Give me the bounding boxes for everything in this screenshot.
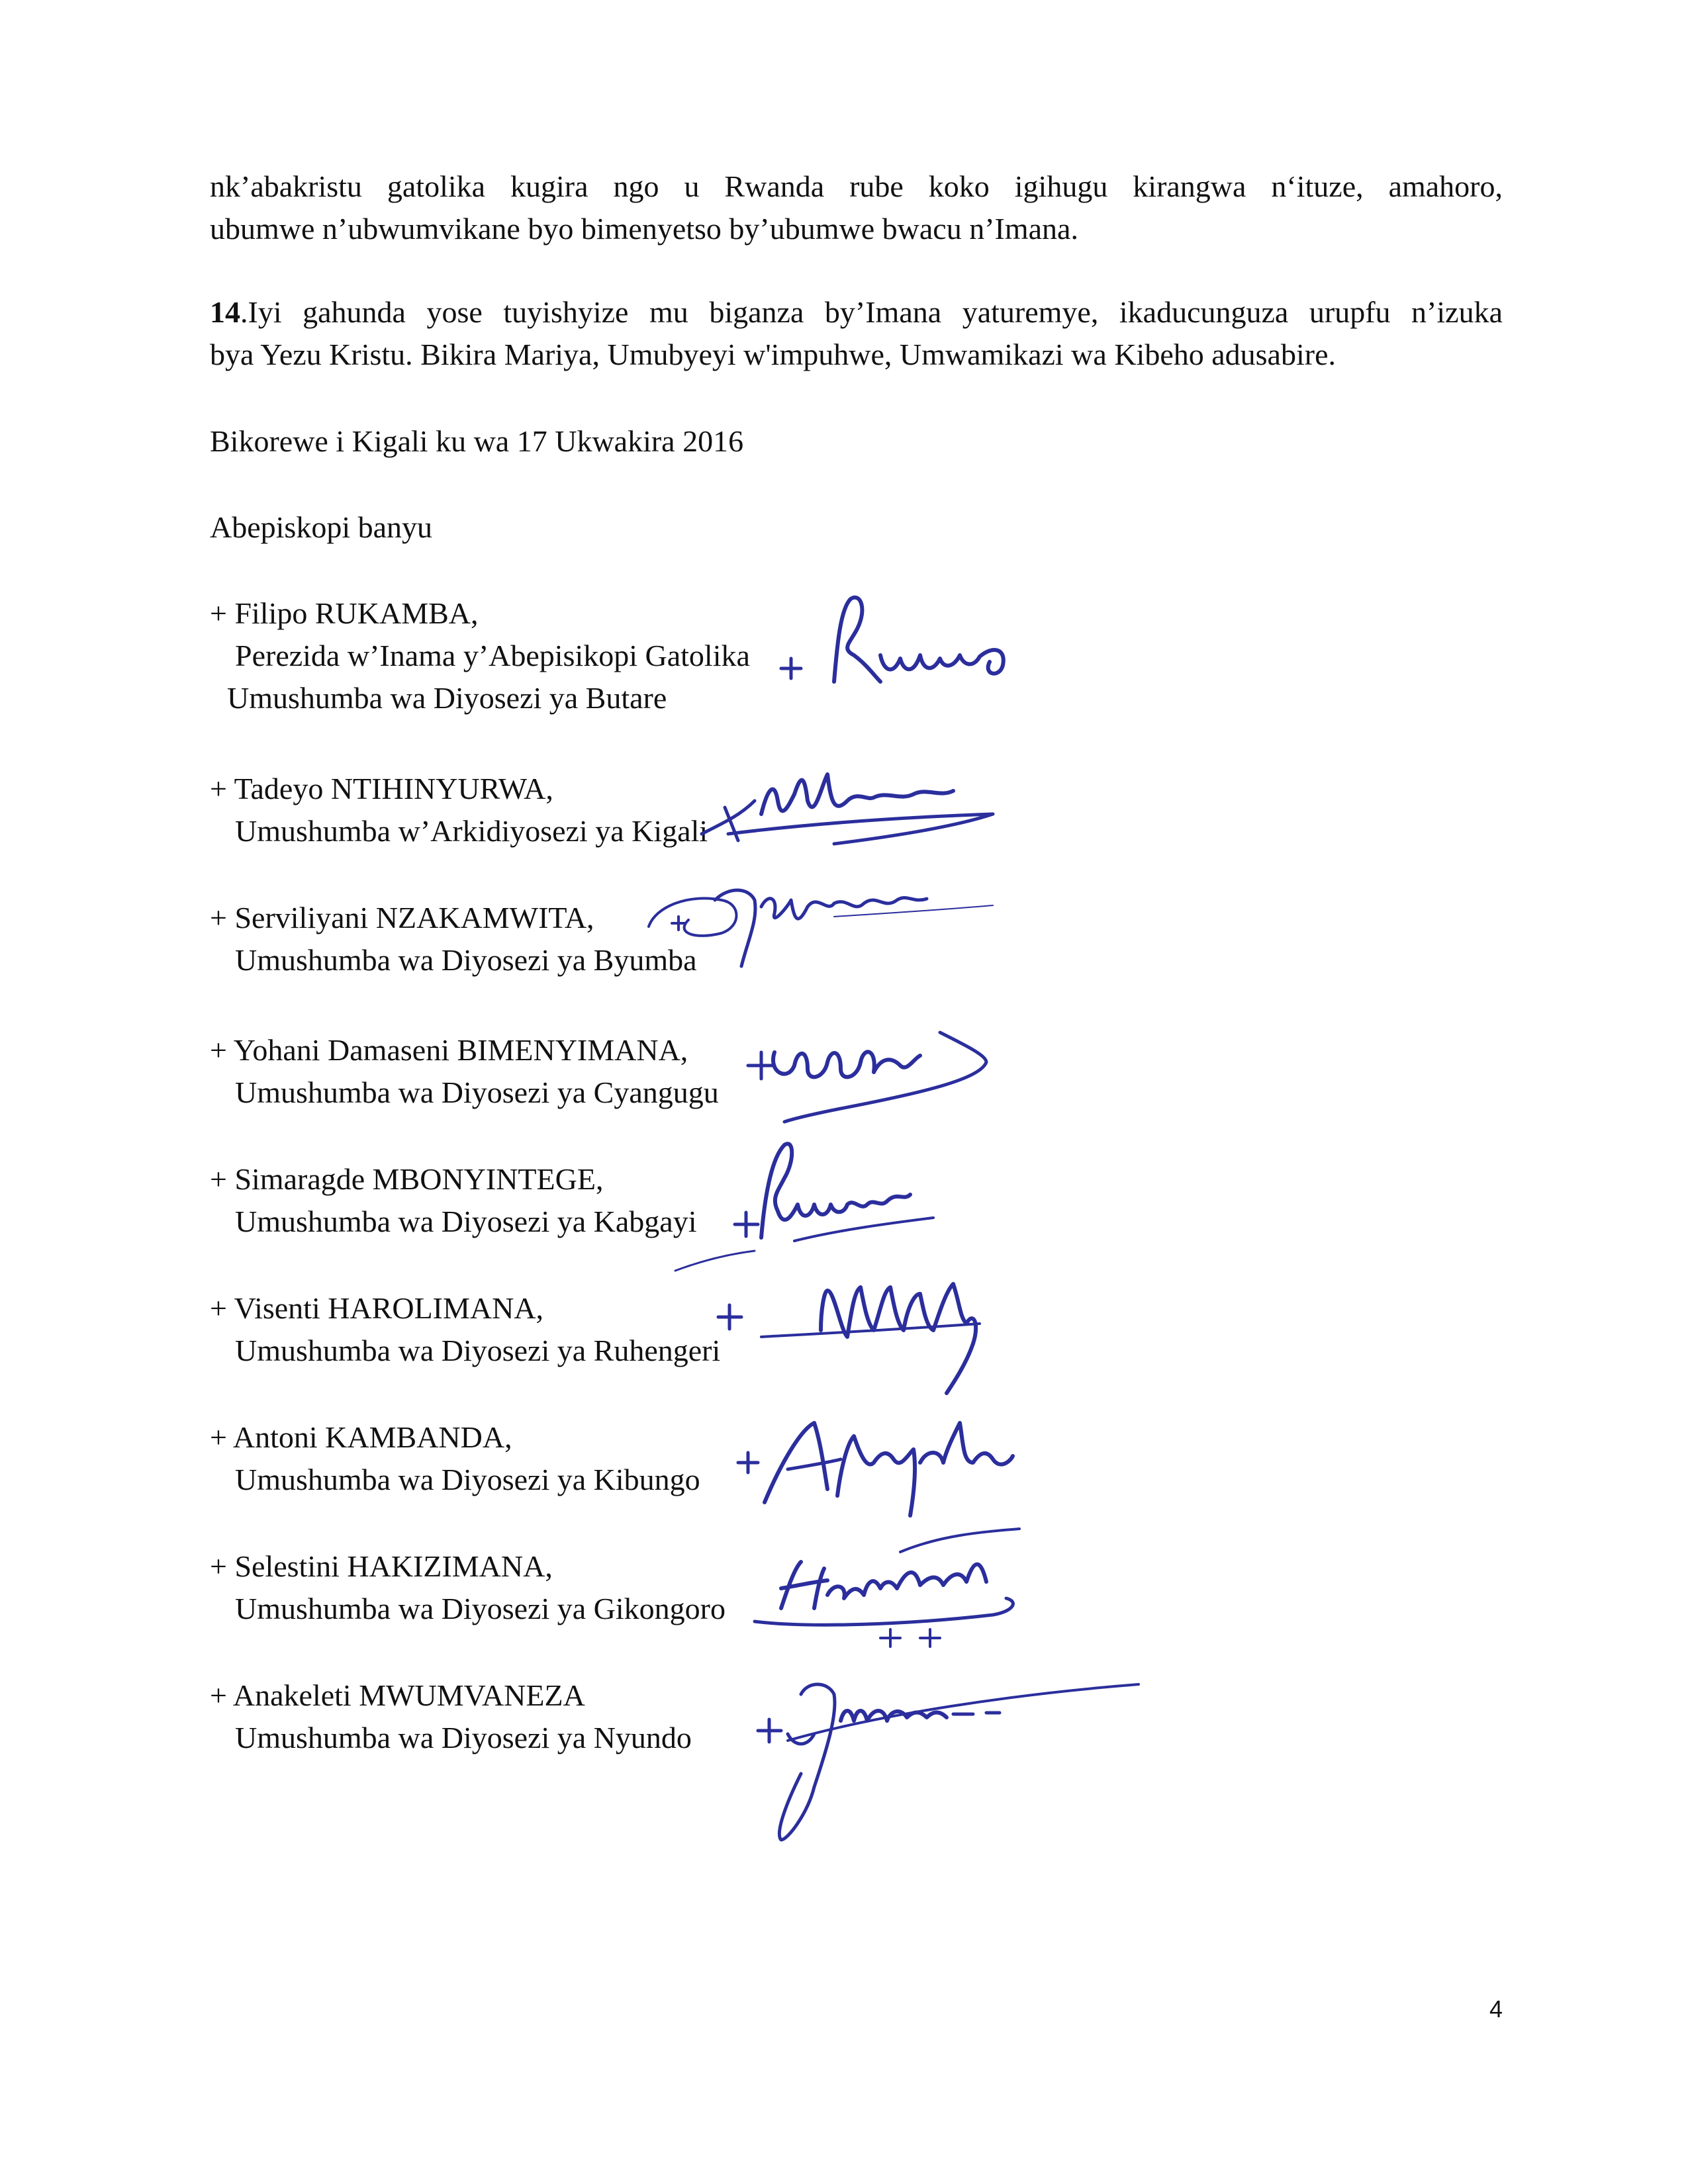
signature-mwumvaneza xyxy=(748,1655,1158,1853)
bishop-name: + Yohani Damaseni BIMENYIMANA, xyxy=(210,1033,688,1067)
signature-hakizimana xyxy=(741,1522,1033,1648)
signature-harolimana xyxy=(688,1264,1006,1396)
paragraph-line: nk’abakristu gatolika kugira ngo u Rwanda rube koko igihugu kirangwa n‘ituze, amahoro, xyxy=(210,169,1503,203)
bishop-entry xyxy=(210,768,708,852)
bishop-entry xyxy=(210,1287,720,1372)
paragraph-number: 14 xyxy=(210,295,240,329)
bishop-name: + Serviliyani NZAKAMWITA, xyxy=(210,901,594,934)
bishop-entry xyxy=(210,1416,700,1501)
bishop-role: Umushumba wa Diyosezi ya Kibungo xyxy=(235,1463,700,1496)
signature-ntihinyurwa xyxy=(688,761,1006,860)
bishop-role: Umushumba w’Arkidiyosezi ya Kigali xyxy=(235,814,708,848)
paragraph-14 xyxy=(210,291,1503,376)
paragraph-13-continuation xyxy=(210,165,1503,250)
paragraph-line: bya Yezu Kristu. Bikira Mariya, Umubyeyi w'impuhwe, Umwamikazi wa Kibeho adusabire. xyxy=(210,338,1336,371)
bishop-role: Umushumba wa Diyosezi ya Ruhengeri xyxy=(235,1334,721,1367)
bishop-entry xyxy=(210,1545,726,1630)
paragraph-line xyxy=(210,291,1503,334)
bishop-role: Umushumba wa Diyosezi ya Gikongoro xyxy=(235,1592,726,1625)
signature-rukamba xyxy=(774,582,1026,695)
bishop-name: + Selestini HAKIZIMANA, xyxy=(210,1549,553,1583)
bishop-entry xyxy=(210,1158,697,1243)
bishop-role: Perezida w’Inama y’Abepisikopi Gatolika xyxy=(235,639,750,672)
paragraph-line: ubumwe n’ubwumvikane byo bimenyetso by’ubumwe bwacu n’Imana. xyxy=(210,212,1078,246)
signature-nzakamwita xyxy=(635,867,1006,979)
paragraph-text: .Iyi gahunda yose tuyishyize mu biganza by’Imana yaturemye, ikaducunguza urupfu n’izuka xyxy=(240,295,1503,329)
date-line: Bikorewe i Kigali ku wa 17 Ukwakira 2016 xyxy=(210,424,744,458)
bishop-name: + Antoni KAMBANDA, xyxy=(210,1420,512,1454)
bishop-role: Umushumba wa Diyosezi ya Kabgayi xyxy=(235,1205,697,1238)
bishop-entry xyxy=(210,1029,719,1114)
bishop-name: + Filipo RUKAMBA, xyxy=(210,596,479,630)
bishop-name: + Simaragde MBONYINTEGE, xyxy=(210,1162,604,1196)
bishop-role: Umushumba wa Diyosezi ya Butare xyxy=(227,681,667,715)
bishop-name: + Anakeleti MWUMVANEZA xyxy=(210,1678,585,1712)
closing-line: Abepiskopi banyu xyxy=(210,510,433,544)
signature-kambanda xyxy=(728,1396,1026,1529)
bishop-entry xyxy=(210,897,697,981)
signature-bimenyimana xyxy=(741,1019,1000,1138)
bishop-name: + Visenti HAROLIMANA, xyxy=(210,1291,544,1325)
bishop-role: Umushumba wa Diyosezi ya Byumba xyxy=(235,943,697,977)
bishop-role: Umushumba wa Diyosezi ya Cyangugu xyxy=(235,1075,719,1109)
bishop-role: Umushumba wa Diyosezi ya Nyundo xyxy=(235,1721,692,1754)
page-number: 4 xyxy=(1489,1995,1503,2023)
bishop-name: + Tadeyo NTIHINYURWA, xyxy=(210,772,553,805)
bishop-entry xyxy=(210,592,750,719)
bishop-entry xyxy=(210,1674,692,1759)
